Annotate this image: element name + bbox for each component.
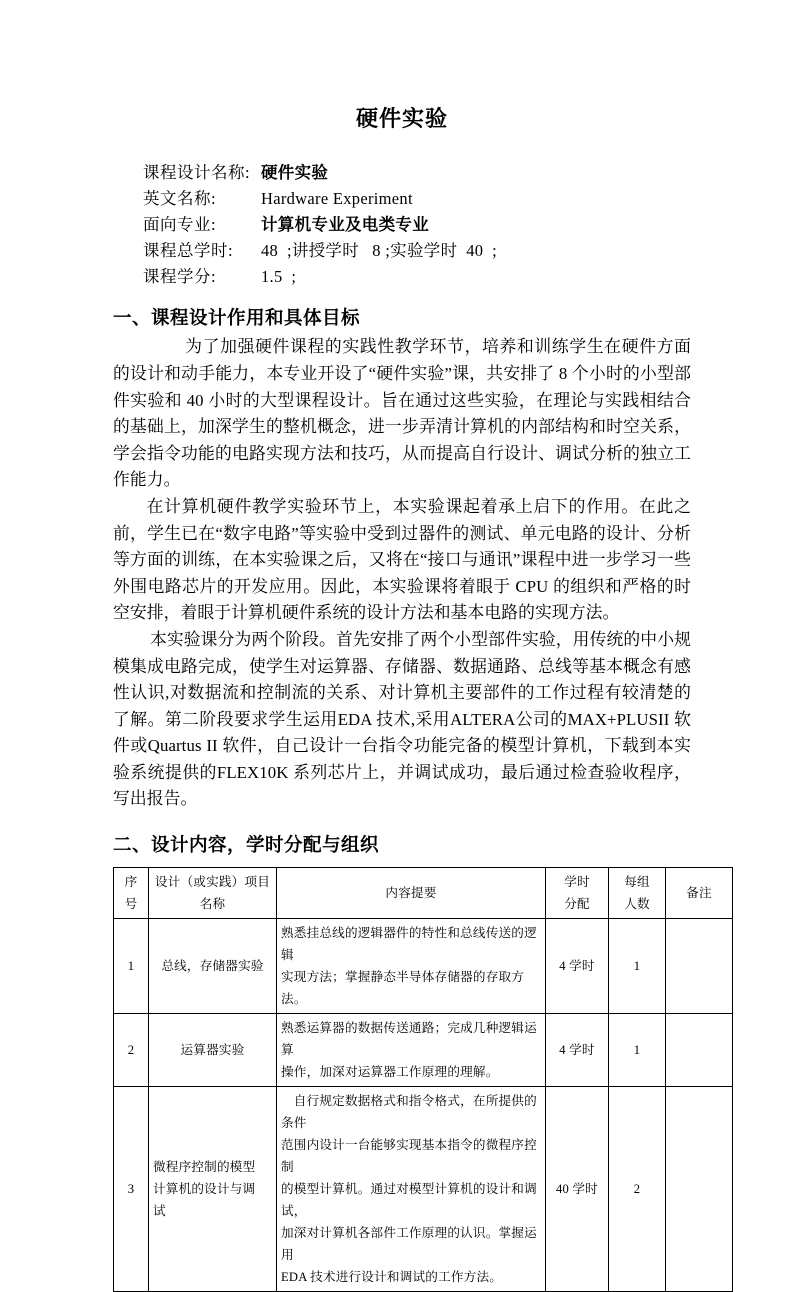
meta-row-english-name [143, 186, 691, 212]
row-note [666, 1014, 733, 1087]
row-hours: 4 学时 [546, 919, 609, 1014]
course-meta-block [113, 160, 691, 290]
table-header-hours [546, 868, 609, 919]
table-header-no-line2: 号 [124, 897, 138, 912]
row-per-group: 2 [609, 1087, 666, 1292]
page-title: 硬件实验 [355, 106, 448, 131]
row-hours: 4 学时 [546, 1014, 609, 1087]
row-per-group: 1 [609, 919, 666, 1014]
meta-label-course-name: 课程设计名称: [143, 163, 251, 183]
row-summary [277, 1014, 546, 1087]
row-no: 3 [114, 1087, 149, 1292]
row-summary-line1: 熟悉挂总线的逻辑器件的特性和总线传送的逻辑 [281, 926, 537, 963]
meta-label-target-major: 面向专业: [143, 215, 217, 235]
schedule-table [113, 867, 733, 1292]
meta-value-total-hours: 48 ;讲授学时 8 ;实验学时 40 ; [261, 241, 498, 261]
row-project-name [149, 919, 277, 1014]
table-header-per-group-line2: 人数 [624, 897, 650, 912]
table-header-per-group-line1: 每组 [624, 875, 650, 890]
row-project-name [149, 1014, 277, 1087]
table-header-hours-line2: 分配 [564, 897, 590, 912]
meta-label-total-hours: 课程总学时: [143, 241, 234, 261]
row-summary [277, 1087, 546, 1292]
row-hours: 40 学时 [546, 1087, 609, 1292]
row-note [666, 919, 733, 1014]
row-summary-line3: 的模型计算机。通过对模型计算机的设计和调试， [281, 1182, 537, 1219]
meta-value-english-name: Hardware Experiment [261, 189, 413, 209]
table-header-no [114, 868, 149, 919]
row-project-name-line1: 总线，存储器实验 [161, 959, 264, 974]
meta-value-credits: 1.5 ; [261, 267, 297, 287]
row-project-name-line3: 试 [153, 1204, 166, 1219]
row-summary-line2: 操作，加深对运算器工作原理的理解。 [281, 1065, 499, 1080]
meta-row-course-name [143, 160, 691, 186]
row-summary-line4: 加深对计算机各部件工作原理的认识。掌握运用 [281, 1226, 537, 1263]
row-summary-line2: 范围内设计一台能够实现基本指令的微程序控制 [281, 1138, 537, 1175]
section-heading-2: 二、设计内容，学时分配与组织 [113, 836, 380, 857]
row-project-name-line1: 微程序控制的模型 [153, 1160, 256, 1175]
table-header-project-name-line2: 名称 [199, 897, 226, 912]
table-header-no-line1: 序 [124, 875, 138, 890]
table-header-project-name-line1: 设计（或实践）项目 [154, 875, 271, 890]
row-no: 2 [114, 1014, 149, 1087]
row-project-name-line2: 计算机的设计与调 [153, 1182, 256, 1197]
meta-value-course-name: 硬件实验 [261, 163, 329, 183]
section1-paragraph-2: 在计算机硬件教学实验环节上，本实验课起着承上启下的作用。在此之前，学生已在“数字电路”等实验中受到过器件的测试、单元电路的设计、分析等方面的训练，在本实验课之后，又将在“接口与通讯”课程中进一步学习一些外围电路芯片的开发应用。因此，本实验课将着眼于 CPU 的组织和严格的时空安排，着眼于计算机硬件系统的设计方法和基本电路的实现方法。 [113, 496, 691, 623]
table-header-row [114, 868, 733, 919]
meta-row-total-hours [143, 238, 691, 264]
section1-paragraph-1: 为了加强硬件课程的实践性教学环节，培养和训练学生在硬件方面的设计和动手能力，本专业开设了“硬件实验”课，共安排了 8 个小时的小型部件实验和 40 小时的大型课程设计。旨在通过这些实验，在理论与实践相结合的基础上，加深学生的整机概念，进一步弄清计算机的内部结构和时空关系，学会指令功能的电路实现方法和技巧，从而提高自行设计、调试分析的独立工作能力。 [113, 337, 691, 490]
row-summary-line2: 实现方法；掌握静态半导体存储器的存取方法。 [281, 970, 525, 1007]
table-header-summary-line1: 内容提要 [385, 886, 437, 901]
table-header-per-group [609, 868, 666, 919]
row-no: 1 [114, 919, 149, 1014]
table-header-note [666, 868, 733, 919]
meta-value-target-major: 计算机专业及电类专业 [261, 215, 429, 235]
row-per-group: 1 [609, 1014, 666, 1087]
table-row [114, 1014, 733, 1087]
table-header-hours-line1: 学时 [564, 875, 590, 890]
meta-label-english-name: 英文名称: [143, 189, 217, 209]
meta-row-target-major [143, 212, 691, 238]
table-row [114, 919, 733, 1014]
row-summary-line1: 熟悉运算器的数据传送通路；完成几种逻辑运算 [281, 1021, 537, 1058]
section-heading-1: 一、课程设计作用和具体目标 [113, 309, 361, 330]
row-summary [277, 919, 546, 1014]
row-project-name [149, 1087, 277, 1292]
section1-paragraph-3: 本实验课分为两个阶段。首先安排了两个小型部件实验，用传统的中小规模集成电路完成，使学生对运算器、存储器、数据通路、总线等基本概念有感性认识,对数据流和控制流的关系、对计算机主要部件的工作过程有较清楚的了解。第二阶段要求学生运用EDA 技术,采用ALTERA公司的MAX+PLUSII 软件或Quartus II 软件，自己设计一台指令功能完备的模型计算机，下载到本实验系统提供的FLEX10K 系列芯片上，并调试成功，最后通过检查验收程序，写出报告。 [113, 629, 691, 809]
meta-label-credits: 课程学分: [143, 267, 217, 287]
row-project-name-line1: 运算器实验 [180, 1043, 245, 1058]
meta-row-credits [143, 264, 691, 290]
row-summary-line1: 自行规定数据格式和指令格式，在所提供的条件 [281, 1094, 537, 1131]
table-row [114, 1087, 733, 1292]
table-header-project-name [149, 868, 277, 919]
table-header-note-line1: 备注 [686, 886, 712, 901]
table-header-summary [277, 868, 546, 919]
page-content [113, 0, 712, 1292]
row-summary-line5: EDA 技术进行设计和调试的工作方法。 [281, 1270, 503, 1285]
row-note [666, 1087, 733, 1292]
